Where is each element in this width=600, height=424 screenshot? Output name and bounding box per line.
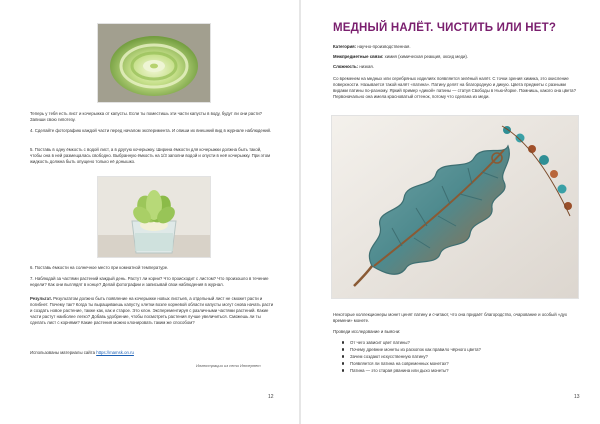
- copper-leaf-photo: [332, 116, 578, 298]
- study-intro: Проведи исследование и выясни:: [333, 329, 401, 334]
- illustration-caption: Иллюстрации из сети Интернет: [196, 363, 261, 368]
- list-item: Зачем создают искусственную патину?: [342, 353, 572, 360]
- result-label: Результат.: [30, 296, 52, 301]
- links-line: [333, 54, 578, 60]
- links-label: Межпредметные связи:: [333, 54, 384, 59]
- regrown-cabbage-image: [98, 177, 210, 257]
- result-paragraph: [30, 296, 274, 326]
- source-label: Использованы материалы сайта: [30, 350, 95, 355]
- left-page: [0, 0, 298, 424]
- step-6-paragraph: 6. Поставь ёмкости на солнечное место при комнатной температуре.: [30, 265, 169, 270]
- page-number-right: 13: [574, 394, 580, 400]
- step-5-paragraph: 5. Поставь в одну ёмкость с водой лист, а в другую кочерыжку. Ширина ёмкости для кочерыжки должна быть такой, чтобы она в ней размещалась свободно. Выбранную ёмкость на 1/3 заполни водой и опусти в неё кочерыжку. При этом жидкость должна быть опущено только её донышко.: [30, 147, 271, 164]
- result-text: Результатом должно быть появление на кочерыжке новых листьев, а отдельный лист не сможет расти и погибнет. Почему так? Когда ты выращиваешь капусту, клетки возле корневой области капусты могут снова начать расти и создать новое растение, также как, как и старое. Это клон. Эксперементируя с различными частями растений. Какие части растут наиболее легко? Добавь удобрение, чтобы посмотреть растения лучше увеличиться. Сможешь ли ты сделать лист с корнями? Какие растения можно клонировать таким же способом?: [30, 296, 274, 325]
- cabbage-photo-2: [98, 177, 210, 257]
- page-gutter: [299, 0, 301, 424]
- cabbage-photo-1: [98, 24, 210, 102]
- collectors-paragraph: Некоторые коллекционеры монет ценят патину и считают, что она придаёт благородство, очарование и особый «дух времени» монете.: [333, 312, 568, 323]
- questions-list: [342, 339, 572, 374]
- source-link[interactable]: https://mamsk.on.ru: [96, 350, 134, 355]
- intro-paragraph-right: Со временем на медных или серебряных изделиях появляется зелёный налёт. С точки зрения химика, это окисление поверхности. Называется такой налёт «патина». Патину делят на благородную и дикую. Цвета предметы с разными видами патины по-разному. Яркий пример «дикой» патины — статуя Свободы в Нью-Йорке. Помнишь, какого она цвета? Первоначально она имела красноватый оттенок, потому что сделана из меди.: [333, 76, 576, 99]
- difficulty-label: Сложность:: [333, 64, 359, 69]
- difficulty-value: низкая.: [359, 64, 374, 69]
- bullet-icon: [342, 362, 344, 364]
- right-page: [302, 0, 600, 424]
- cabbage-stump-image: [98, 24, 210, 102]
- list-item: От чего зависит цвет патины?: [342, 339, 572, 346]
- difficulty-line: [333, 64, 578, 70]
- category-line: [333, 44, 578, 50]
- list-item: Появляется ли патина на современных монетах?: [342, 360, 572, 367]
- step-4-paragraph: 4. Сделайте фотографию каждой части перед началом эксперимента. И опиши их внешний вид в журнале наблюдений.: [30, 128, 272, 133]
- intro-paragraph: Теперь у тебя есть лист и кочерыжка от капусты. Если ты поместишь эти части капусты в воду, будут ли они расти? Запиши свою гипотезу.: [30, 111, 263, 122]
- bullet-icon: [342, 369, 344, 371]
- source-line: [30, 350, 274, 356]
- step-7-paragraph: 7. Наблюдай за частями растений каждый день. Растут ли корни? Что происходит с листом? Что произошло в течение недели? Как они выглядят в конце? Делай фотографии и записывай свои наблюдения в журнал.: [30, 276, 269, 287]
- list-item: Патина — это старая рванина или дыхо монеты?: [342, 367, 572, 374]
- bullet-icon: [342, 355, 344, 357]
- category-value: научно-производственная.: [357, 44, 411, 49]
- bullet-icon: [342, 348, 344, 350]
- page-title: МЕДНЫЙ НАЛЁТ. ЧИСТИТЬ ИЛИ НЕТ?: [333, 22, 557, 34]
- list-item: Почему древние монеты из раскопок как правило чёрного цвета?: [342, 346, 572, 353]
- page-number-left: 12: [268, 394, 274, 400]
- category-label: Категория:: [333, 44, 357, 49]
- copper-leaf-pendant-image: [332, 116, 578, 298]
- bullet-icon: [342, 341, 344, 343]
- links-value: химия (химическая реакция, оксид меди).: [384, 54, 469, 59]
